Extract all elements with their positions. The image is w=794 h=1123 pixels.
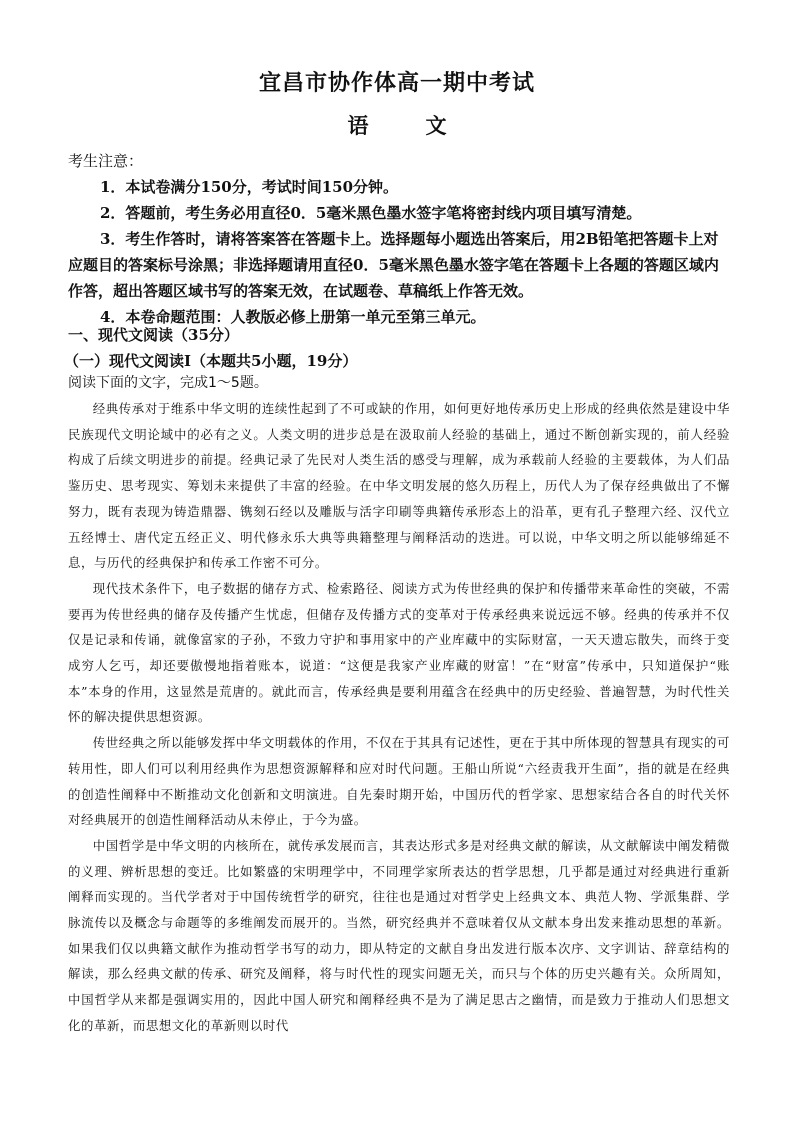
exam-subject: 语 文	[347, 113, 465, 138]
subsection-title: （一）现代文阅读Ⅰ（本题共5小题，19分）	[64, 352, 358, 370]
section-title: 一、现代文阅读（35分）	[68, 326, 239, 344]
reading-instruction: 阅读下面的文字，完成1～5题。	[68, 375, 268, 391]
notice-item-2: 2．答题前，考生务必用直径0．5毫米黑色墨水签字笔将密封线内项目填写清楚。	[100, 204, 642, 222]
reading-passage	[68, 396, 730, 1039]
notice-item-3: 3．考生作答时，请将答案答在答题卡上。选择题每小题选出答案后，用2B铅笔把答题卡上对应题目的答案标号涂黑；非选择题请用直径0．5毫米黑色墨水签字笔在答题卡上各题的答题区域内作答，超出答题区域书写的答案无效，在试题卷、草稿纸上作答无效。	[68, 230, 719, 300]
passage-paragraph-1: 经典传承对于维系中华文明的连续性起到了不可或缺的作用，如何更好地传承历史上形成的经典依然是建设中华民族现代文明论域中的必有之义。人类文明的进步总是在汲取前人经验的基础上，通过不断创新实现的，前人经验构成了后续文明进步的前提。经典记录了先民对人类生活的感受与理解，成为承载前人经验的主要载体，为人们品鉴历史、思考现实、筹划未来提供了丰富的经验。在中华文明发展的悠久历程上，历代人为了保存经典做出了不懈努力，既有表现为铸造鼎器、镌刻石经以及雕版与活字印刷等典籍传承形态上的沿革，更有孔子整理六经、汉代立五经博士、唐代定五经正义、明代修永乐大典等典籍整理与阐释活动的迭进。可以说，中华文明之所以能够绵延不息，与历代的经典保护和传承工作密不可分。	[68, 401, 730, 571]
exam-title: 宜昌市协作体高一期中考试	[258, 70, 535, 96]
notice-label: 考生注意：	[68, 152, 144, 170]
notice-item-4: 4．本卷命题范围：人教版必修上册第一单元至第三单元。	[100, 308, 486, 326]
notice-item-1: 1．本试卷满分150分，考试时间150分钟。	[100, 178, 399, 196]
section-heading-block	[64, 322, 730, 374]
passage-paragraph-2: 现代技术条件下，电子数据的储存方式、检索路径、阅读方式为传世经典的保护和传播带来革命性的突破，不需要再为传世经典的储存及传播产生忧虑，但储存及传播方式的变革对于传承经典来说远远不够。经典的传承并不仅仅是记录和传诵，就像富家的子孙，不致力守护和事用家中的产业库藏中的实际财富，一天天遗忘散失，而终于变成穷人乞丐，却还要傲慢地指着账本，说道：“这便是我家产业库藏的财富！”在“财富”传承中，只知道保护“账本”本身的作用，这显然是荒唐的。就此而言，传承经典是要利用蕴含在经典中的历史经验、普遍智慧，为时代性关怀的解决提供思想资源。	[68, 580, 730, 725]
candidate-notice	[68, 148, 730, 330]
passage-paragraph-3: 传世经典之所以能够发挥中华文明载体的作用，不仅在于其具有记述性，更在于其中所体现的智慧具有现实的可转用性，即人们可以利用经典作为思想资源解释和应对时代问题。王船山所说“六经责我开生面”，指的就是在经典的创造性阐释中不断推动文化创新和文明演进。自先秦时期开始，中国历代的哲学家、思想家结合各自的时代关怀对经典展开的创造性阐释活动从未停止，于今为盛。	[68, 735, 730, 828]
passage-paragraph-4: 中国哲学是中华文明的内核所在，就传承发展而言，其表达形式多是对经典文献的解读，从文献解读中阐发精微的义理、辨析思想的变迁。比如繁盛的宋明理学中，不同理学家所表达的哲学思想，几乎都是通过对经典进行重新阐释而实现的。当代学者对于中国传统哲学的研究，往往也是通过对哲学史上经典文本、典范人物、学派集群、学脉流传以及概念与命题等的多维阐发而展开的。当然，研究经典并不意味着仅从文献本身出发来推动思想的革新。如果我们仅以典籍文献作为推动哲学书写的动力，即从特定的文献自身出发进行版本次序、文字训诂、辞章结构的解读，那么经典文献的传承、研究及阐释，将与时代性的现实问题无关，而只与个体的历史兴趣有关。众所周知，中国哲学从来都是强调实用的，因此中国人研究和阐释经典不是为了满足思古之幽情，而是致力于推动人们思想文化的革新，而思想文化的革新则以时代	[68, 837, 730, 1033]
